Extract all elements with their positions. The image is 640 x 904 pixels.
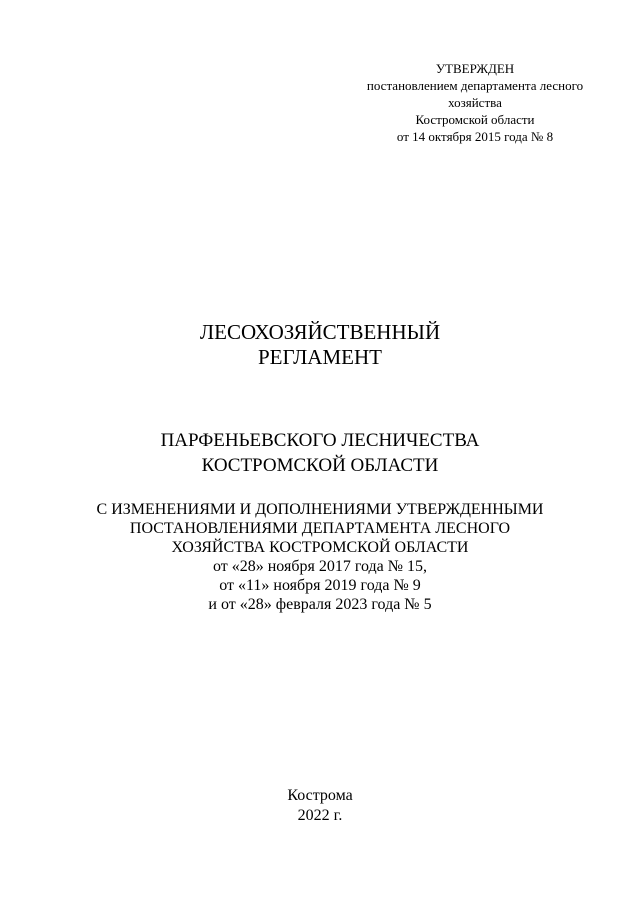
amendments-line: ПОСТАНОВЛЕНИЯМИ ДЕПАРТАМЕНТА ЛЕСНОГО [129,520,511,537]
amendment-date: от «28» ноября 2017 года № 15, [212,558,428,575]
amendment-date: от «11» ноября 2019 года № 9 [219,577,421,594]
approval-line: постановлением департамента лесного [366,78,584,93]
title-line: ЛЕСОХОЗЯЙСТВЕННЫЙ [199,320,441,344]
subtitle-line: КОСТРОМСКОЙ ОБЛАСТИ [201,455,439,476]
footer-city: Кострома [287,787,353,804]
amendments-block [0,500,640,614]
subtitle-line: ПАРФЕНЬЕВСКОГО ЛЕСНИЧЕСТВА [160,430,480,451]
amendments-line: ХОЗЯЙСТВА КОСТРОМСКОЙ ОБЛАСТИ [171,539,469,556]
footer-year: 2022 г. [297,807,343,824]
approval-line: Костромской области [415,112,535,127]
title-line: РЕГЛАМЕНТ [258,345,382,369]
approval-date: от 14 октября 2015 года № 8 [396,129,554,144]
amendment-date: и от «28» февраля 2023 года № 5 [208,596,432,613]
document-subtitle [0,428,640,478]
approval-block [340,60,610,145]
document-footer [0,786,640,826]
approval-line: хозяйства [448,95,502,110]
approval-heading: УТВЕРЖДЕН [435,61,515,76]
amendments-line: С ИЗМЕНЕНИЯМИ И ДОПОЛНЕНИЯМИ УТВЕРЖДЕННЫМИ [96,501,544,518]
document-title [0,320,640,370]
